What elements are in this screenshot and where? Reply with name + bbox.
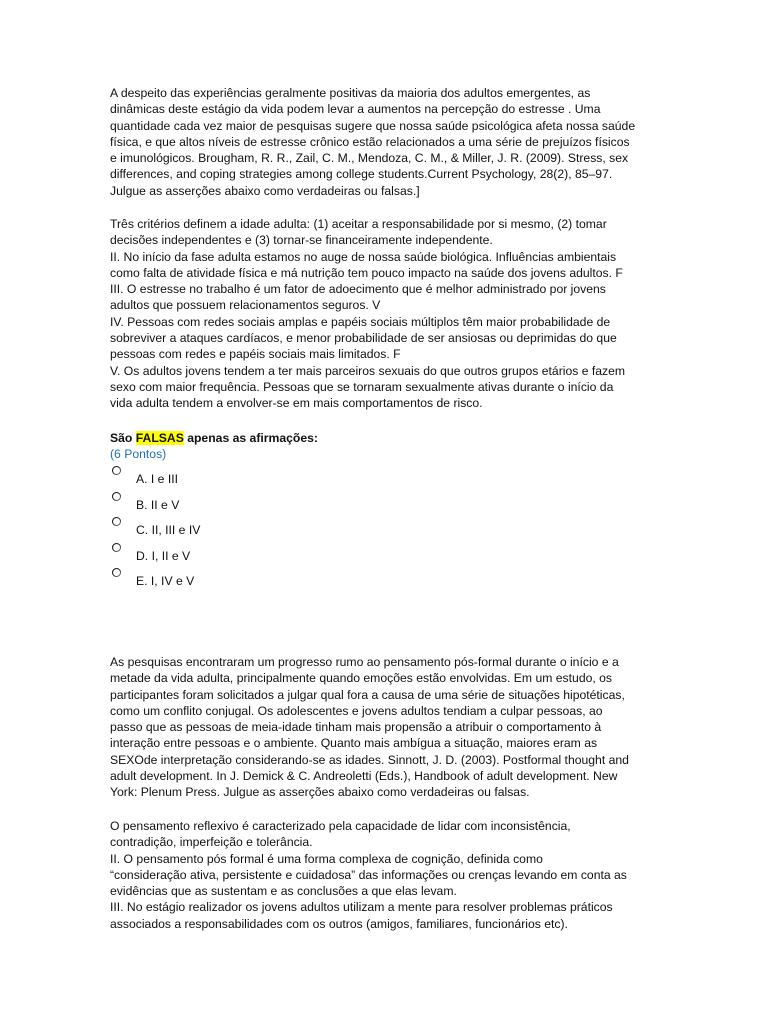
prompt-after: apenas as afirmações: [183,431,318,445]
radio-button-icon[interactable] [112,466,121,475]
text-line: “consideração ativa, persistente e cuidadosa” das informações ou crenças levando em conta as [110,867,627,882]
text-line: dinâmicas deste estágio da vida podem levar a aumentos na percepção do estresse . Uma [110,102,601,117]
text-line: III. No estágio realizador os jovens adultos utilizam a mente para resolver problemas práticos [110,900,613,915]
option-e[interactable] [110,567,410,593]
option-b[interactable] [110,491,410,517]
radio-button-icon[interactable] [112,568,121,577]
option-label[interactable]: C. II, III e IV [136,523,201,537]
text-line: IV. Pessoas com redes sociais amplas e papéis sociais múltiplos têm maior probabilidade de [110,314,611,329]
text-line: como falta de atividade física e má nutrição tem pouco impacto na saúde dos jovens adultos. F [110,265,623,280]
prompt-before: São [110,431,136,445]
text-line: interação entre pessoas e o ambiente. Quanto mais ambígua a situação, maiores eram as [110,736,598,751]
text-line: como um conflito conjugal. Os adolescentes e jovens adultos tendiam a culpar pessoas, ao [110,703,603,718]
answer-options [110,465,410,593]
option-label[interactable]: E. I, IV e V [136,574,195,588]
text-line: decisões independentes e (3) tornar-se financeiramente independente. [110,233,493,248]
text-line: sobreviver a ataques cardíacos, e menor probabilidade de ser ansiosas ou deprimidas do que [110,331,617,346]
question-label [110,430,670,446]
text-line: pessoas com redes e papéis sociais mais limitados. F [110,347,401,362]
option-a[interactable] [110,465,410,491]
option-label[interactable]: B. II e V [136,497,180,512]
radio-button-icon[interactable] [112,543,121,552]
question-1-statements [110,216,670,412]
radio-button-icon[interactable] [112,492,121,501]
text-line: Julgue as asserções abaixo como verdadeiras ou falsas.] [110,183,420,198]
text-line: V. Os adultos jovens tendem a ter mais parceiros sexuais do que outros grupos etários e fazem [110,363,626,378]
text-line: As pesquisas encontraram um progresso rumo ao pensamento pós-formal durante o início e a [110,655,619,669]
question-2-intro [110,654,670,801]
option-d[interactable] [110,542,410,568]
text-line: participantes foram solicitados a julgar qual fora a causa de uma série de situações hipotéticas, [110,687,625,702]
text-line: adult development. In J. Demick & C. Andreoletti (Eds.), Handbook of adult development. New [110,769,618,784]
text-line: A despeito das experiências geralmente positivas da maioria dos adultos emergentes, as [110,86,591,100]
text-line: metade da vida adulta, principalmente quando emoções estão envolvidas. Em um estudo, os [110,671,613,686]
text-line: quantidade cada vez maior de pesquisas sugere que nossa saúde psicológica afeta nossa saúde [110,118,636,133]
text-line: contradição, imperfeição e tolerância. [110,835,313,850]
option-label[interactable]: D. I, II e V [136,548,191,563]
text-line: differences, and coping strategies among college students.Current Psychology, 28(2), 85–97. [110,167,613,182]
text-line: e imunológicos. Brougham, R. R., Zail, C. M., Mendoza, C. M., & Miller, J. R. (2009). Stress, sex [110,151,629,166]
text-line: Três critérios definem a idade adulta: (1) aceitar a responsabilidade por si mesmo, (2) tomar [110,217,607,231]
text-line: York: Plenum Press. Julgue as asserções abaixo como verdadeiras ou falsas. [110,785,530,800]
text-line: II. O pensamento pós formal é uma forma complexa de cognição, definida como [110,851,543,866]
text-line: III. O estresse no trabalho é um fator de adoecimento que é melhor administrado por jovens [110,282,606,297]
text-line: sexo com maior frequência. Pessoas que se tornaram sexualmente ativas durante o início da [110,379,614,394]
question-1-intro [110,85,670,199]
text-line: associados a responsabilidades com os outros (amigos, familiares, funcionários etc). [110,916,568,931]
text-line: II. No início da fase adulta estamos no auge de nossa saúde biológica. Influências ambientais [110,249,617,264]
question-1-prompt [110,430,670,463]
text-line: SEXOde interpretação considerando-se as idades. Sinnott, J. D. (2003). Postformal thought and [110,752,629,767]
text-line: física, e que altos níveis de estresse crônico estão relacionados a uma série de prejuízos físicos [110,134,630,149]
highlighted-word: FALSAS [135,431,184,445]
question-2-statements [110,818,670,932]
text-line: evidências que as sustentam e as conclusões a que elas levam. [110,884,457,899]
points-label: (6 Pontos) [110,447,167,462]
option-c[interactable] [110,516,410,542]
text-line: passo que as pessoas de meia-idade tinham mais propensão a atribuir o comportamento à [110,720,602,735]
text-line: vida adulta tendem a envolver-se em mais comportamentos de risco. [110,396,483,411]
option-label[interactable]: A. I e III [136,472,178,486]
text-line: O pensamento reflexivo é caracterizado pela capacidade de lidar com inconsistência, [110,819,571,833]
text-line: adultos que possuem relacionamentos seguros. V [110,298,381,313]
radio-button-icon[interactable] [112,517,121,526]
